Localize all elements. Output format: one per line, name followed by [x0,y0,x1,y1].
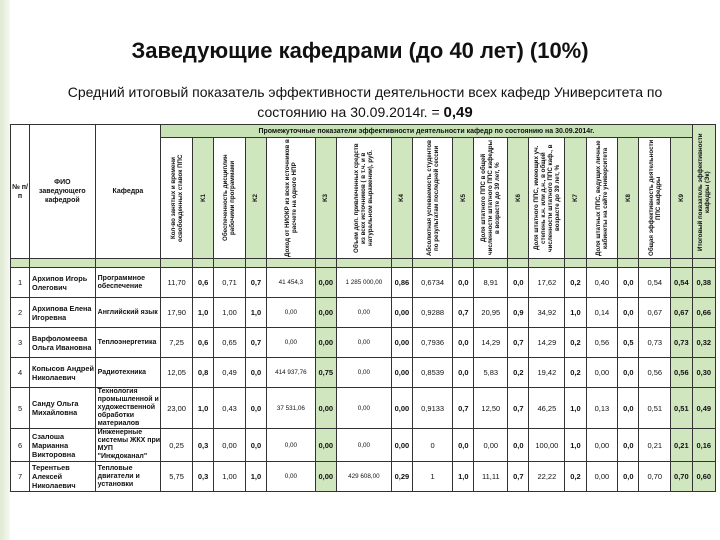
spacer-cell [30,259,96,268]
row-value: 5,83 [474,358,508,388]
row-value: 0,3 [192,429,213,462]
row-value: 0,7 [245,328,266,358]
row-value: 37 531,06 [267,388,316,429]
row-value: 0,6 [192,268,213,298]
row-value: 0,32 [692,328,715,358]
row-value: 0,0 [618,429,639,462]
indicator-header: K2 [245,138,266,259]
row-value: 0,00 [391,328,412,358]
row-value: 0,7 [245,268,266,298]
row-value: 0,00 [586,429,618,462]
row-value: 0,2 [565,358,586,388]
indicator-header: K1 [192,138,213,259]
row-value: 0,25 [161,429,193,462]
row-number: 7 [11,462,30,492]
row-value: 1,0 [245,462,266,492]
row-number: 6 [11,429,30,462]
row-value: 0,40 [586,268,618,298]
row-value: 1,00 [214,298,246,328]
row-number: 4 [11,358,30,388]
row-value: 414 937,76 [267,358,316,388]
row-value: 0,7 [508,328,529,358]
row-value: 22,22 [529,462,565,492]
subtitle [60,82,670,123]
indicator-header: Объем доп. привлеченных средств из всех источников ( в т.ч. и в натуральном выражении), руб. [336,138,391,259]
row-number: 3 [11,328,30,358]
row-value: 0,29 [391,462,412,492]
indicator-header: K4 [391,138,412,259]
spacer-cell [474,259,508,268]
row-value: 0,51 [639,388,671,429]
row-value: 0,00 [391,388,412,429]
row-value: 0,00 [586,462,618,492]
row-value: 0,0 [453,358,474,388]
row-value: 0,00 [336,358,391,388]
row-value: 0,00 [336,429,391,462]
row-value: 429 608,00 [336,462,391,492]
spacer-cell [245,259,266,268]
row-value: 100,00 [529,429,565,462]
row-value: 0,14 [586,298,618,328]
row-department: Инженерные системы ЖКХ при МУП "Инждоканал" [95,429,161,462]
row-value: 0,0 [508,429,529,462]
indicator-header: K8 [618,138,639,259]
row-value: 0,00 [336,388,391,429]
row-value: 41 454,3 [267,268,316,298]
row-value: 0,75 [315,358,336,388]
row-value: 0,2 [565,268,586,298]
row-value: 0,00 [586,358,618,388]
row-department: Программное обеспечение [95,268,161,298]
row-value: 0,7 [508,462,529,492]
indicator-header: Общая эффективность деятельности ППС кафедры [639,138,671,259]
indicator-header: K6 [508,138,529,259]
row-department: Теплоэнергетика [95,328,161,358]
row-value: 46,25 [529,388,565,429]
spacer-cell [267,259,316,268]
indicator-header: K3 [315,138,336,259]
row-value: 0,21 [639,429,671,462]
spacer-cell [508,259,529,268]
spacer-cell [618,259,639,268]
row-value: 0,70 [639,462,671,492]
group-header: Промежуточные показатели эффективности деятельности кафедр по состоянию на 30.09.2014г. [161,125,692,138]
row-value: 1,0 [245,298,266,328]
row-value: 0,0 [618,298,639,328]
row-value: 23,00 [161,388,193,429]
table-row [11,298,716,328]
row-value: 0,2 [565,462,586,492]
row-value: 0,0 [618,268,639,298]
subtitle-line1: Средний итоговый показатель эффективности деятельности всех кафедр Университета по [67,84,663,100]
row-fio: Санду Ольга Михайловна [30,388,96,429]
row-value: 0,13 [586,388,618,429]
spacer-cell [336,259,391,268]
row-value: 0,0 [453,328,474,358]
row-department: Тепловые двигатели и установки [95,462,161,492]
indicator-header: Кол-во занятых и времени освобожденных ставок ППС [161,138,193,259]
indicator-header: Доля штатных ППС, ведущих личные кабинеты на сайте университета [586,138,618,259]
row-value: 0,70 [671,462,692,492]
row-value: 0,0 [618,388,639,429]
row-value: 11,70 [161,268,193,298]
spacer-cell [529,259,565,268]
row-value: 0,0 [245,429,266,462]
row-value: 17,90 [161,298,193,328]
row-value: 0,5 [618,328,639,358]
spacer-cell [671,259,692,268]
row-value: 0,00 [336,328,391,358]
row-fio: Варфоломеева Ольга Ивановна [30,328,96,358]
spacer-cell [639,259,671,268]
slide-left-border [0,0,10,540]
spacer-cell [453,259,474,268]
row-value: 0,0 [618,462,639,492]
row-value: 0,49 [692,388,715,429]
row-value: 0,0 [618,358,639,388]
row-value: 1,0 [565,429,586,462]
row-value: 0,00 [336,298,391,328]
row-value: 0,49 [214,358,246,388]
row-value: 0,56 [586,328,618,358]
spacer-cell [692,259,715,268]
row-value: 0,00 [391,298,412,328]
row-value: 7,25 [161,328,193,358]
row-number: 2 [11,298,30,328]
row-fio: Архипов Игорь Олегович [30,268,96,298]
row-value: 0,00 [267,328,316,358]
row-value: 20,95 [474,298,508,328]
spacer-cell [11,259,30,268]
row-value: 0,6734 [413,268,453,298]
row-value: 0,3 [192,462,213,492]
row-fio: Копысов Андрей Николаевич [30,358,96,388]
page-title: Заведующие кафедрами (до 40 лет) (10%) [131,38,589,63]
col-final-header: Итоговый показатель эффективности кафедры (Эк) [692,125,715,259]
row-value: 0,00 [391,358,412,388]
row-value: 1,0 [453,462,474,492]
row-value: 0,67 [671,298,692,328]
col-dept-header: Кафедра [95,125,161,259]
row-value: 0,00 [315,462,336,492]
row-value: 0,60 [692,462,715,492]
row-value: 0,56 [671,358,692,388]
table-body [11,268,716,492]
row-number: 1 [11,268,30,298]
indicator-header: K7 [565,138,586,259]
average-value: 0,49 [443,104,473,121]
row-value: 0,7936 [413,328,453,358]
row-value: 0,9288 [413,298,453,328]
row-value: 12,05 [161,358,193,388]
row-value: 12,50 [474,388,508,429]
indicator-header: Абсолютная успеваемость студентов по результатам последней сессии [413,138,453,259]
row-fio: Сзалоша Марианна Викторовна [30,429,96,462]
row-fio: Архипова Елена Игоревна [30,298,96,328]
spacer-cell [413,259,453,268]
indicator-header: Обеспеченность дисциплин рабочими программами [214,138,246,259]
row-value: 0 [413,429,453,462]
row-value: 0,67 [639,298,671,328]
row-value: 0,0 [453,268,474,298]
row-department: Радиотехника [95,358,161,388]
row-value: 0,0 [245,388,266,429]
table-row [11,358,716,388]
row-value: 0,2 [565,328,586,358]
row-value: 0,00 [267,298,316,328]
row-value: 14,29 [474,328,508,358]
row-value: 0,21 [671,429,692,462]
row-value: 8,91 [474,268,508,298]
row-value: 0,86 [391,268,412,298]
row-value: 5,75 [161,462,193,492]
spacer-cell [586,259,618,268]
row-value: 1,0 [565,388,586,429]
row-number: 5 [11,388,30,429]
col-number-header: № п/п [11,125,30,259]
row-value: 0,73 [671,328,692,358]
row-value: 0,30 [692,358,715,388]
table-row [11,388,716,429]
spacer-cell [391,259,412,268]
row-value: 0,56 [639,358,671,388]
row-value: 0,7 [453,298,474,328]
row-value: 1,0 [192,298,213,328]
indicator-header: K5 [453,138,474,259]
row-value: 0,0 [453,429,474,462]
row-value: 0,00 [214,429,246,462]
indicator-header: Доля штатного ППС в общей численности штатного ППС кафедры в возрасте до 39 лет, % [474,138,508,259]
indicator-header: K9 [671,138,692,259]
row-value: 0,9133 [413,388,453,429]
spacer-cell [161,259,193,268]
row-value: 0,00 [315,298,336,328]
spacer-cell [565,259,586,268]
row-value: 0,54 [639,268,671,298]
row-value: 0,00 [315,388,336,429]
row-value: 0,00 [391,429,412,462]
table-row [11,268,716,298]
row-value: 34,92 [529,298,565,328]
row-value: 0,66 [692,298,715,328]
row-value: 0,0 [508,268,529,298]
row-value: 1,0 [192,388,213,429]
table-row [11,462,716,492]
row-value: 0,16 [692,429,715,462]
table-row [11,429,716,462]
spacer-cell [315,259,336,268]
row-value: 0,65 [214,328,246,358]
row-value: 0,9 [508,298,529,328]
subtitle-line2-text: состоянию на 30.09.2014г. = [257,104,440,120]
row-fio: Терентьев Алексей Николаевич [30,462,96,492]
row-value: 0,38 [692,268,715,298]
row-value: 0,00 [267,429,316,462]
spacer-cell [95,259,161,268]
row-value: 0,00 [315,429,336,462]
indicator-header: Доля штатного ППС, имеющих уч. степень к.н. или д.н., в общей численности штатного ППС каф., в возрасте до 39 лет, % [529,138,565,259]
row-value: 11,11 [474,462,508,492]
row-value: 0,54 [671,268,692,298]
row-value: 0,43 [214,388,246,429]
row-value: 0,00 [315,268,336,298]
row-value: 17,62 [529,268,565,298]
row-value: 0,7 [508,388,529,429]
efficiency-table [10,124,716,492]
spacer-row [11,259,716,268]
row-value: 0,2 [508,358,529,388]
row-value: 1,0 [565,298,586,328]
row-value: 0,00 [474,429,508,462]
row-value: 0,8539 [413,358,453,388]
row-department: Технология промышленной и художественной обработки материалов [95,388,161,429]
spacer-cell [214,259,246,268]
efficiency-table-wrap [10,124,716,500]
col-fio-header: ФИО заведующего кафедрой [30,125,96,259]
row-value: 19,42 [529,358,565,388]
row-value: 0,8 [192,358,213,388]
row-value: 14,29 [529,328,565,358]
row-value: 0,51 [671,388,692,429]
row-value: 0,73 [639,328,671,358]
row-value: 0,6 [192,328,213,358]
row-value: 0,0 [245,358,266,388]
row-value: 0,71 [214,268,246,298]
spacer-cell [192,259,213,268]
row-value: 1 [413,462,453,492]
row-value: 0,00 [315,328,336,358]
row-value: 0,00 [267,462,316,492]
indicator-header: Доход от НИОКР из всех источников в расчете на одного НПР [267,138,316,259]
subtitle-line2 [60,102,670,123]
table-row [11,328,716,358]
row-department: Английский язык [95,298,161,328]
row-value: 1,00 [214,462,246,492]
row-value: 0,7 [453,388,474,429]
row-value: 1 285 000,00 [336,268,391,298]
